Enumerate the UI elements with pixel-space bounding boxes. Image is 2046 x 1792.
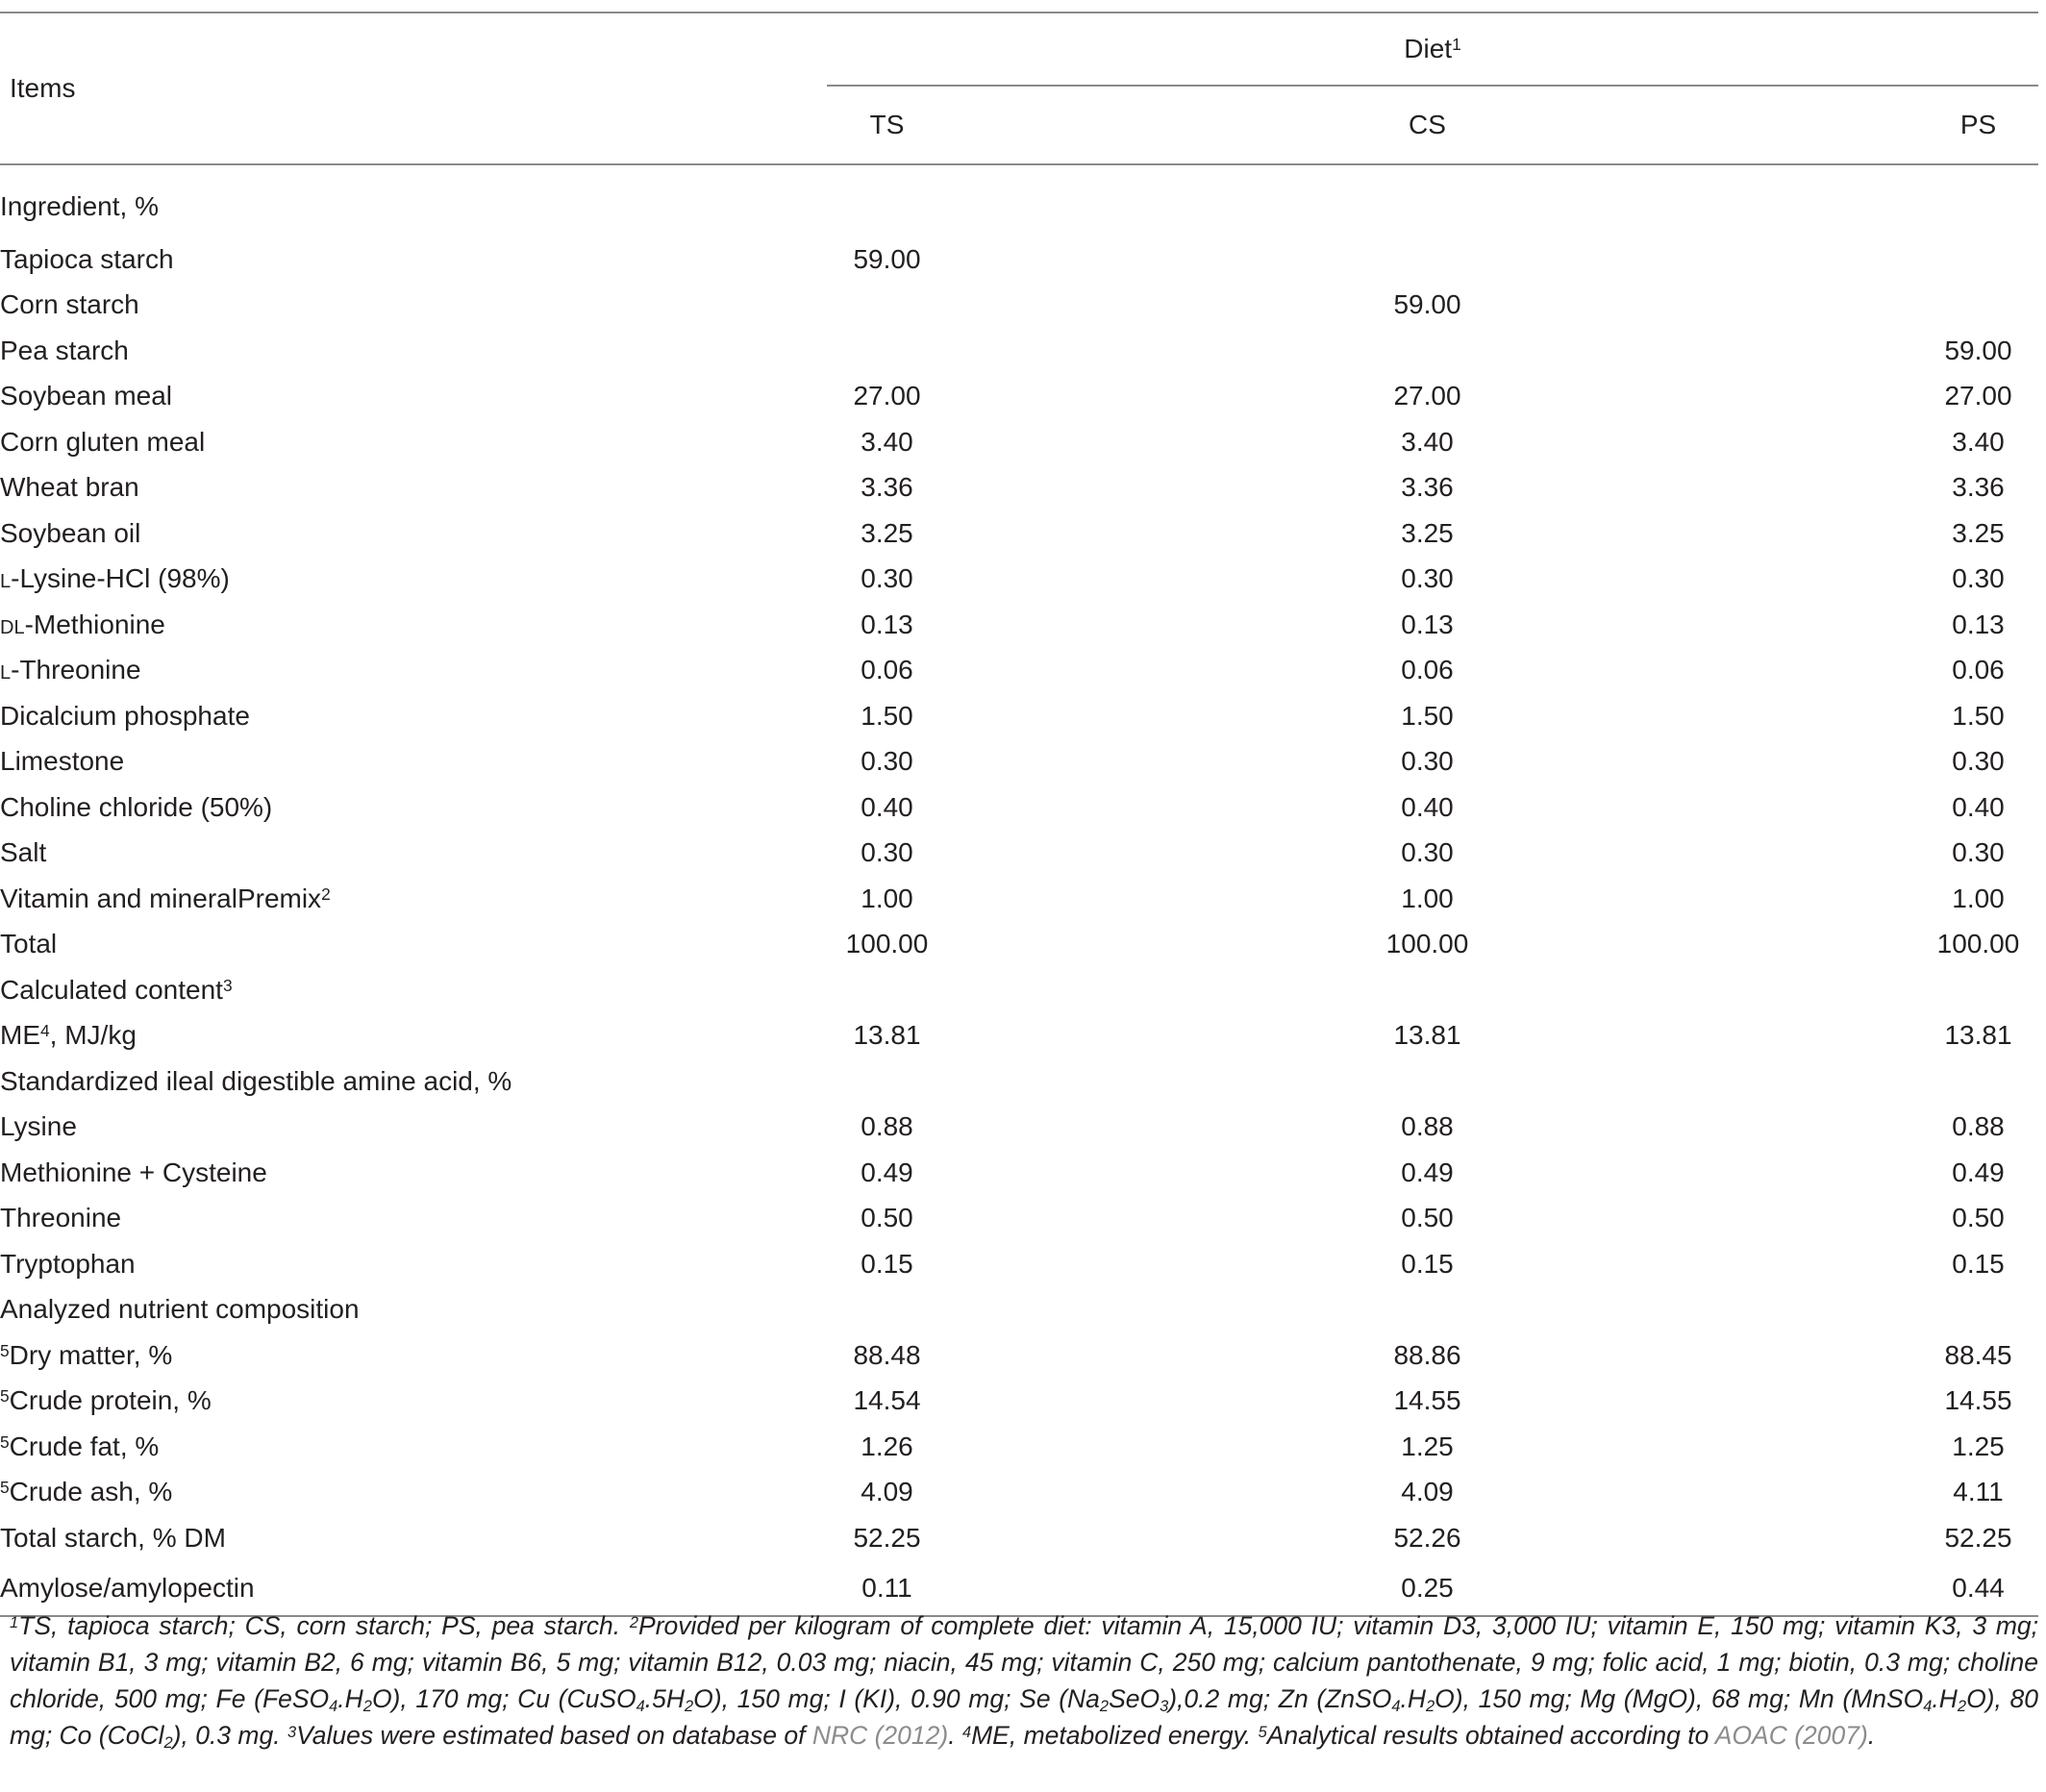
ps-value: 0.30 — [1952, 837, 2005, 868]
table-row — [0, 1196, 2038, 1242]
ts-value: 0.30 — [861, 563, 913, 594]
footnote-text: . — [948, 1721, 962, 1750]
ps-value: 27.00 — [1944, 381, 2012, 411]
table-row — [0, 374, 2038, 420]
table-row — [0, 739, 2038, 785]
cs-value: 100.00 — [1385, 929, 1469, 959]
cs-value: 3.25 — [1401, 517, 1454, 548]
cs-value: 0.15 — [1401, 1248, 1454, 1279]
cs-value: 0.49 — [1401, 1157, 1454, 1187]
cs-value: 3.40 — [1401, 426, 1454, 457]
row-label — [0, 1470, 827, 1516]
ps-value: 0.49 — [1952, 1157, 2005, 1187]
row-label — [0, 1379, 827, 1425]
footnote-ref: 1 — [1452, 35, 1461, 55]
table-row — [0, 876, 2038, 922]
table-row — [0, 1241, 2038, 1287]
subscript: 4 — [329, 1698, 338, 1716]
footnote-number: 1 — [10, 1613, 19, 1631]
table-row — [0, 1470, 2038, 1516]
ts-value: 0.50 — [861, 1203, 913, 1233]
cs-value: 88.86 — [1393, 1339, 1461, 1370]
ts-value: 0.30 — [861, 837, 913, 868]
ts-value: 3.40 — [861, 426, 913, 457]
footnote-text: ),0.2 mg; Zn (ZnSO — [1168, 1684, 1392, 1713]
row-label — [0, 1424, 827, 1470]
row-label-text: Crude fat, % — [9, 1431, 160, 1461]
ps-value: 3.36 — [1952, 472, 2005, 503]
table-header-row — [0, 12, 2038, 86]
diet-composition-table — [0, 12, 2038, 1617]
cs-value: 0.50 — [1401, 1203, 1454, 1233]
footnote-text: Values were estimated based on database of — [296, 1721, 812, 1750]
cs-header: CS — [1409, 110, 1446, 139]
table-row — [0, 922, 2038, 968]
ps-value: 0.88 — [1952, 1111, 2005, 1142]
footnote-text: O), 150 mg; I (KI), 0.90 mg; Se (Na — [693, 1684, 1100, 1713]
stereo-prefix: dl — [0, 609, 25, 639]
reference-link-nrc[interactable]: NRC (2012) — [811, 1721, 949, 1750]
footnote-ref: 3 — [222, 975, 233, 995]
row-label-unit: , MJ/kg — [49, 1020, 137, 1051]
ps-value — [1918, 283, 2038, 329]
ps-value: 88.45 — [1944, 1339, 2012, 1370]
footnote-ref: 5 — [0, 1478, 10, 1498]
section-calculated — [0, 967, 2038, 1013]
ps-value: 3.25 — [1952, 517, 2005, 548]
table-row — [0, 831, 2038, 877]
ts-value — [827, 328, 947, 374]
cs-value: 59.00 — [1393, 289, 1461, 320]
row-label-text: Vitamin and mineralPremix — [0, 883, 322, 913]
footnote-text: ), 0.3 mg. — [172, 1721, 287, 1750]
subscript: 2 — [362, 1698, 372, 1716]
footnote-text: .5H — [644, 1684, 686, 1713]
subscript: 4 — [1923, 1698, 1933, 1716]
ts-header: TS — [869, 110, 905, 139]
footnote-ref: 2 — [321, 884, 331, 904]
cs-value — [1367, 236, 1487, 283]
row-label: Methionine + Cysteine — [0, 1157, 267, 1187]
row-label: Tapioca starch — [0, 243, 174, 274]
cs-value: 1.00 — [1401, 883, 1454, 913]
table-row — [0, 1105, 2038, 1151]
section-row — [0, 967, 2038, 1013]
cs-value: 3.36 — [1401, 472, 1454, 503]
stereo-prefix: l — [0, 655, 12, 685]
ps-value: 14.55 — [1944, 1385, 2012, 1416]
section-calculated-text: Calculated content — [0, 974, 223, 1005]
row-label-text: -Methionine — [24, 609, 165, 639]
ts-value: 0.15 — [861, 1248, 913, 1279]
diet-header-text: Diet — [1404, 34, 1453, 63]
ps-value: 100.00 — [1936, 929, 2020, 959]
ps-value: 1.00 — [1952, 883, 2005, 913]
footnote-text: ME, metabolized energy. — [971, 1721, 1259, 1750]
row-label: Choline chloride (50%) — [0, 791, 273, 822]
ts-value: 0.11 — [827, 1561, 947, 1616]
cs-value: 4.09 — [1401, 1477, 1454, 1507]
subscript: 2 — [685, 1698, 694, 1716]
ts-value: 1.26 — [861, 1431, 913, 1461]
cs-value: 0.88 — [1401, 1111, 1454, 1142]
row-label: Amylose/amylopectin — [0, 1561, 827, 1616]
ps-header: PS — [1959, 110, 1997, 139]
table-row — [0, 557, 2038, 603]
ps-value: 1.50 — [1952, 700, 2005, 731]
footnote-text: .H — [337, 1684, 363, 1713]
stereo-prefix: l — [0, 563, 12, 594]
footnote-text: . — [1867, 1721, 1876, 1750]
table-row — [0, 1013, 2038, 1059]
row-label: Threonine — [0, 1203, 122, 1233]
cs-value: 0.30 — [1401, 837, 1454, 868]
footnote-text: SeO — [1109, 1684, 1160, 1713]
ps-value: 0.30 — [1952, 563, 2005, 594]
subscript: 2 — [1426, 1698, 1435, 1716]
section-row — [0, 164, 2038, 236]
footnote-ref: 4 — [40, 1021, 50, 1041]
row-label — [0, 1332, 827, 1379]
footnote-text: TS, tapioca starch; CS, corn starch; PS, pea starch. — [18, 1611, 630, 1640]
table-row — [0, 602, 2038, 648]
reference-link-aoac[interactable]: AOAC (2007) — [1714, 1721, 1868, 1750]
cs-value: 1.25 — [1401, 1431, 1454, 1461]
table-row — [0, 784, 2038, 831]
row-label-text: -Threonine — [11, 655, 141, 685]
ts-value: 27.00 — [853, 381, 921, 411]
table-row — [0, 1150, 2038, 1196]
footnote-text: .H — [1932, 1684, 1958, 1713]
ps-value: 3.40 — [1952, 426, 2005, 457]
table-row — [0, 236, 2038, 283]
table-row — [0, 419, 2038, 465]
row-label — [0, 876, 827, 922]
ts-value: 59.00 — [853, 243, 921, 274]
row-label: Wheat bran — [0, 472, 139, 503]
table-row — [0, 1332, 2038, 1379]
table-row — [0, 1379, 2038, 1425]
row-label: Corn starch — [0, 289, 139, 320]
footnote-number: 2 — [629, 1613, 639, 1631]
table-row — [0, 510, 2038, 557]
ps-value: 0.15 — [1952, 1248, 2005, 1279]
cs-value: 13.81 — [1393, 1020, 1461, 1051]
footnote-number: 3 — [287, 1723, 297, 1741]
footnote-text: Analytical results obtained according to — [1266, 1721, 1715, 1750]
ps-value: 0.06 — [1952, 655, 2005, 685]
section-sid: Standardized ileal digestible amine acid, % — [0, 1065, 512, 1096]
section-row — [0, 1058, 2038, 1105]
ts-value — [827, 283, 947, 329]
ts-value: 4.09 — [861, 1477, 913, 1507]
subscript: 2 — [1957, 1698, 1967, 1716]
subscript: 2 — [163, 1734, 173, 1753]
cs-value: 1.50 — [1401, 700, 1454, 731]
ts-value: 0.49 — [861, 1157, 913, 1187]
row-label — [0, 602, 827, 648]
cs-value: 0.40 — [1401, 791, 1454, 822]
section-ingredient: Ingredient, % — [0, 164, 2038, 236]
row-label-text: Dry matter, % — [9, 1339, 173, 1370]
footnote-text: O), 170 mg; Cu (CuSO — [371, 1684, 636, 1713]
footnote-text: Provided per kilogram of complete diet: vitamin A, 15,000 IU; vitamin D3, 3,000 IU; vitamin E, 150 mg; vitamin K3, 3 mg; vitamin B1, 3 mg; vitamin B2, 6 mg; vitamin B6, 5 mg; vitamin B12, 0.03 mg; niacin, 45 mg; vitamin C, 250 mg; calcium pantothenate, 9 mg; folic acid, 1 mg; biotin, 0.3 mg; choline chloride, 500 mg; Fe (FeSO — [10, 1611, 2038, 1713]
row-label: Pea starch — [0, 335, 129, 365]
footnote-number: 5 — [1258, 1723, 1267, 1741]
ts-value: 0.40 — [861, 791, 913, 822]
ps-value: 0.13 — [1952, 609, 2005, 639]
cs-value: 14.55 — [1393, 1385, 1461, 1416]
row-label: Dicalcium phosphate — [0, 700, 250, 731]
items-header: Items — [0, 12, 827, 164]
table-row — [0, 465, 2038, 511]
footnote-text: O), 80 mg; Co (CoCl — [10, 1684, 2038, 1750]
row-label: Soybean meal — [0, 381, 173, 411]
ts-value: 100.00 — [845, 929, 929, 959]
ps-value: 13.81 — [1944, 1020, 2012, 1051]
ts-value: 0.13 — [861, 609, 913, 639]
ts-value: 14.54 — [853, 1385, 921, 1416]
ts-value: 0.30 — [861, 746, 913, 777]
ps-value: 1.25 — [1952, 1431, 2005, 1461]
ps-value: 0.30 — [1952, 746, 2005, 777]
table-row — [0, 693, 2038, 739]
cs-value: 0.06 — [1401, 655, 1454, 685]
ps-value: 52.25 — [1944, 1522, 2012, 1553]
row-label — [0, 1013, 827, 1059]
row-label — [0, 557, 827, 603]
table-row — [0, 648, 2038, 694]
row-label: Total starch, % DM — [0, 1522, 226, 1553]
table-row — [0, 1424, 2038, 1470]
row-label: Tryptophan — [0, 1248, 136, 1279]
diet-header — [827, 12, 2038, 86]
cs-value: 0.13 — [1401, 609, 1454, 639]
cs-value: 0.30 — [1401, 563, 1454, 594]
table-row — [0, 1515, 2038, 1561]
row-label-text: -Lysine-HCl (98%) — [11, 563, 230, 594]
row-label: Salt — [0, 837, 47, 868]
ts-value: 0.06 — [861, 655, 913, 685]
footnote-ref: 5 — [0, 1386, 10, 1406]
ts-value: 1.50 — [861, 700, 913, 731]
ps-value: 59.00 — [1944, 335, 2012, 365]
ps-value — [1918, 236, 2038, 283]
ps-value: 0.40 — [1952, 791, 2005, 822]
cs-value: 27.00 — [1393, 381, 1461, 411]
row-label: Total — [0, 929, 58, 959]
table-footnote — [10, 1607, 2038, 1754]
subscript: 2 — [1099, 1698, 1110, 1716]
row-label-text: ME — [0, 1020, 40, 1051]
footnote-text: O), 150 mg; Mg (MgO), 68 mg; Mn (MnSO — [1435, 1684, 1924, 1713]
table-row — [0, 328, 2038, 374]
section-analyzed: Analyzed nutrient composition — [0, 1294, 360, 1325]
ts-value: 88.48 — [853, 1339, 921, 1370]
row-label-text: Crude protein, % — [9, 1385, 212, 1416]
ts-value: 52.25 — [853, 1522, 921, 1553]
footnote-ref: 5 — [0, 1340, 10, 1360]
subscript: 4 — [636, 1698, 645, 1716]
row-label: Corn gluten meal — [0, 426, 206, 457]
subscript: 4 — [1391, 1698, 1401, 1716]
ts-value: 13.81 — [853, 1020, 921, 1051]
cs-value: 52.26 — [1393, 1522, 1461, 1553]
table-row — [0, 283, 2038, 329]
cs-value — [1367, 328, 1487, 374]
ts-value: 3.36 — [861, 472, 913, 503]
row-label: Soybean oil — [0, 517, 141, 548]
row-label: Limestone — [0, 746, 125, 777]
row-label: Lysine — [0, 1111, 77, 1142]
ps-value: 4.11 — [1953, 1477, 2004, 1507]
ts-value: 0.88 — [861, 1111, 913, 1142]
ts-value: 3.25 — [861, 517, 913, 548]
footnote-number: 4 — [961, 1723, 972, 1741]
row-label — [0, 648, 827, 694]
footnote-text: .H — [1400, 1684, 1427, 1713]
subscript: 3 — [1160, 1698, 1169, 1716]
ts-value: 1.00 — [861, 883, 913, 913]
section-row — [0, 1287, 2038, 1333]
row-label-text: Crude ash, % — [9, 1477, 173, 1507]
ps-value: 0.44 — [1918, 1561, 2038, 1616]
cs-value: 0.25 — [1367, 1561, 1487, 1616]
ps-value: 0.50 — [1952, 1203, 2005, 1233]
cs-value: 0.30 — [1401, 746, 1454, 777]
footnote-ref: 5 — [0, 1431, 10, 1452]
